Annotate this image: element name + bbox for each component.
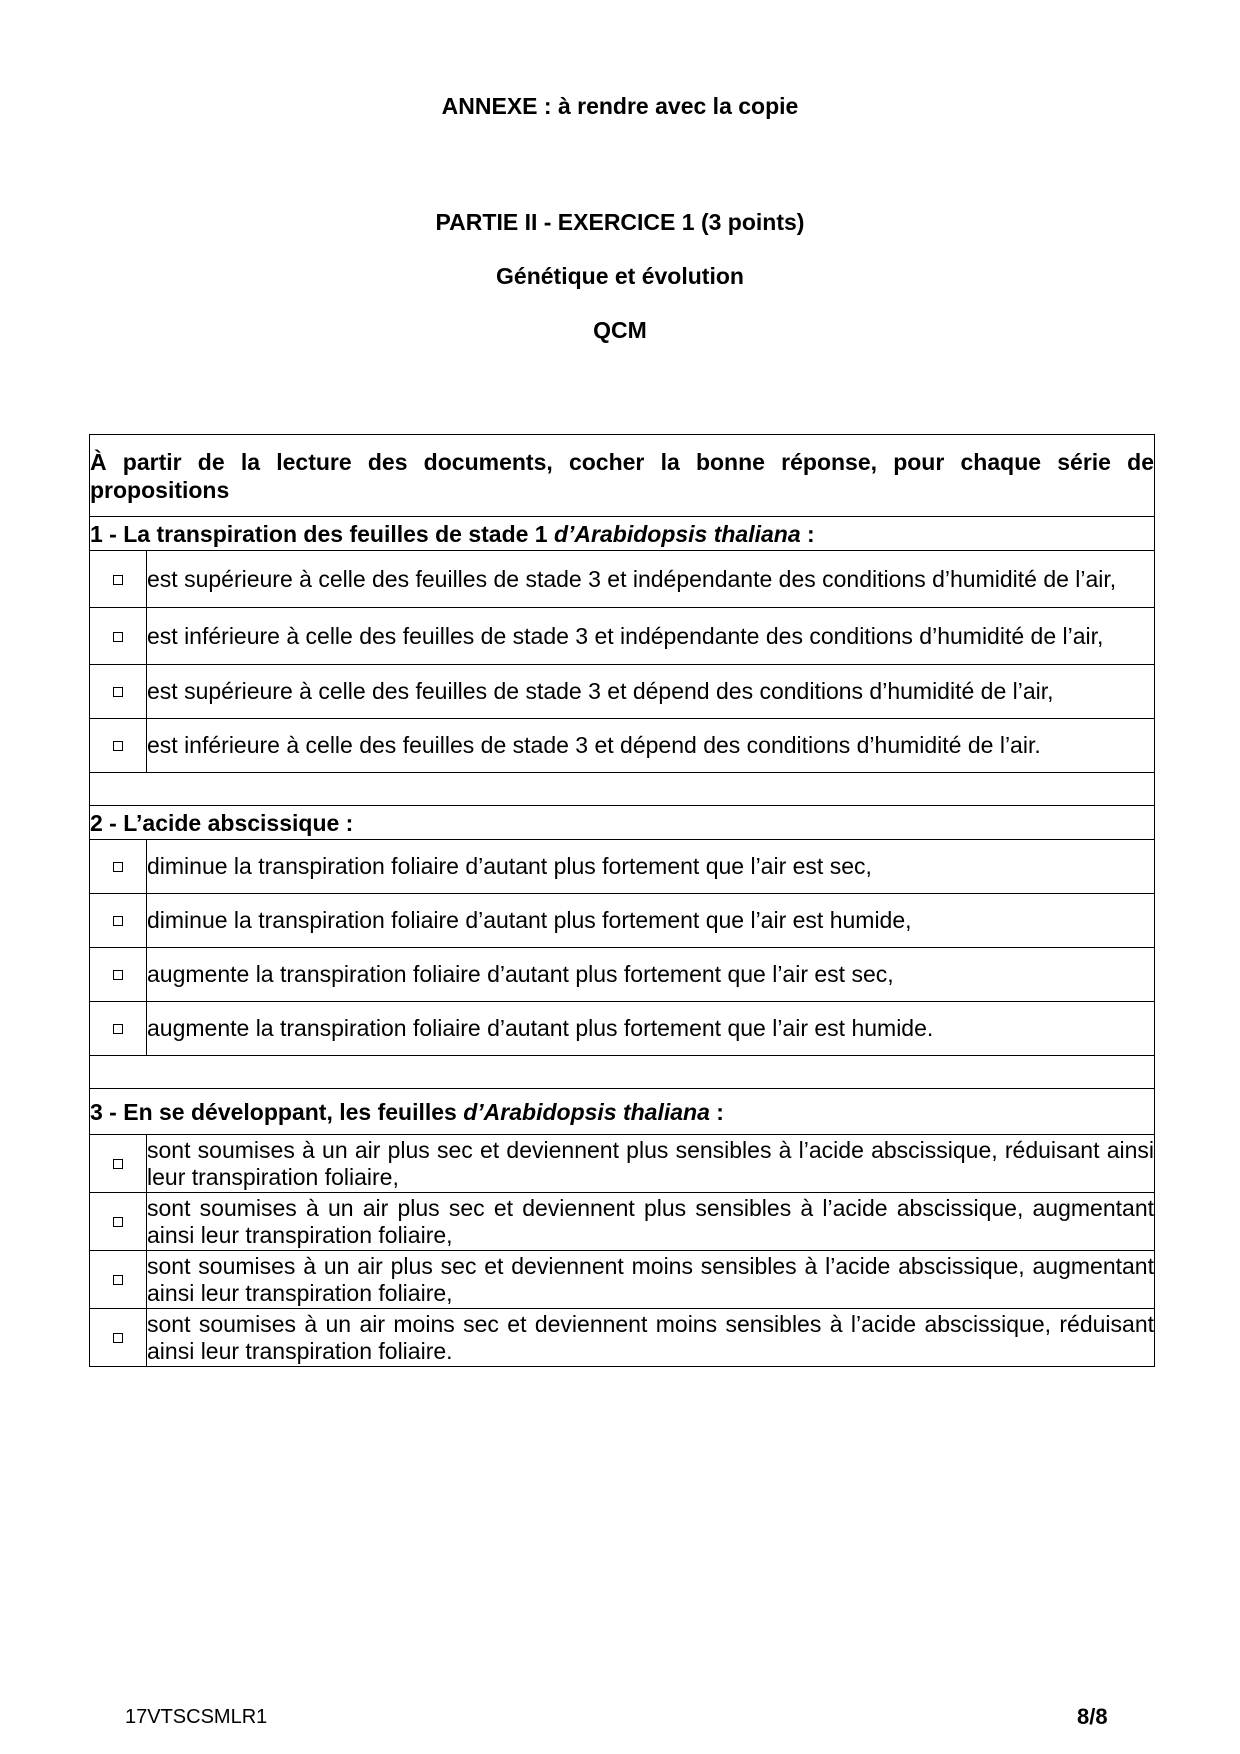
checkbox-q3-b[interactable]: [90, 1193, 147, 1251]
qcm-title: QCM: [593, 317, 647, 343]
checkbox-q1-c[interactable]: [90, 665, 147, 719]
checkbox-icon: [113, 970, 123, 980]
option-q2-b: diminue la transpiration foliaire d’autant plus fortement que l’air est humide,: [147, 894, 1155, 948]
checkbox-q3-d[interactable]: [90, 1309, 147, 1367]
page-number: 8/8: [1077, 1704, 1108, 1729]
option-q2-d: augmente la transpiration foliaire d’autant plus fortement que l’air est humide.: [147, 1002, 1155, 1056]
checkbox-q2-c[interactable]: [90, 948, 147, 1002]
checkbox-q1-a[interactable]: [90, 551, 147, 608]
option-q3-c: sont soumises à un air plus sec et deviennent moins sensibles à l’acide abscissique, augmentant ainsi leur transpiration foliaire,: [147, 1251, 1155, 1309]
checkbox-q1-d[interactable]: [90, 719, 147, 773]
option-q3-d: sont soumises à un air moins sec et deviennent moins sensibles à l’acide abscissique, réduisant ainsi leur transpiration foliaire.: [147, 1309, 1155, 1367]
exercise-title: PARTIE II - EXERCICE 1 (3 points): [435, 209, 805, 235]
checkbox-icon: [113, 1024, 123, 1034]
instructions: À partir de la lecture des documents, cocher la bonne réponse, pour chaque série de propositions: [90, 435, 1155, 517]
checkbox-icon: [113, 632, 123, 642]
option-q2-c: augmente la transpiration foliaire d’autant plus fortement que l’air est sec,: [147, 948, 1155, 1002]
theme-title: Génétique et évolution: [496, 263, 744, 289]
checkbox-q2-d[interactable]: [90, 1002, 147, 1056]
footer-code: 17VTSCSMLR1: [125, 1706, 268, 1728]
option-q1-d: est inférieure à celle des feuilles de stade 3 et dépend des conditions d’humidité de l’air.: [147, 719, 1155, 773]
annexe-title: ANNEXE : à rendre avec la copie: [441, 93, 799, 119]
checkbox-q3-c[interactable]: [90, 1251, 147, 1309]
checkbox-q2-a[interactable]: [90, 840, 147, 894]
checkbox-q2-b[interactable]: [90, 894, 147, 948]
checkbox-icon: [113, 1159, 123, 1169]
checkbox-q3-a[interactable]: [90, 1135, 147, 1193]
checkbox-icon: [113, 575, 123, 585]
question-2-heading: 2 - L’acide abscissique :: [90, 806, 1155, 840]
option-q3-a: sont soumises à un air plus sec et deviennent plus sensibles à l’acide abscissique, réduisant ainsi leur transpiration foliaire,: [147, 1135, 1155, 1193]
checkbox-icon: [113, 741, 123, 751]
spacer-row: [90, 773, 1155, 806]
checkbox-icon: [113, 862, 123, 872]
checkbox-icon: [113, 1217, 123, 1227]
option-q1-b: est inférieure à celle des feuilles de stade 3 et indépendante des conditions d’humidité de l’air,: [147, 608, 1155, 665]
option-q1-a: est supérieure à celle des feuilles de stade 3 et indépendante des conditions d’humidité de l’air,: [147, 551, 1155, 608]
checkbox-icon: [113, 1275, 123, 1285]
checkbox-icon: [113, 916, 123, 926]
option-q3-b: sont soumises à un air plus sec et deviennent plus sensibles à l’acide abscissique, augmentant ainsi leur transpiration foliaire,: [147, 1193, 1155, 1251]
spacer-row: [90, 1056, 1155, 1089]
checkbox-icon: [113, 687, 123, 697]
option-q2-a: diminue la transpiration foliaire d’autant plus fortement que l’air est sec,: [147, 840, 1155, 894]
checkbox-q1-b[interactable]: [90, 608, 147, 665]
checkbox-icon: [113, 1333, 123, 1343]
qcm-table: [89, 434, 1155, 1367]
option-q1-c: est supérieure à celle des feuilles de stade 3 et dépend des conditions d’humidité de l’air,: [147, 665, 1155, 719]
question-3-heading: 3 - En se développant, les feuilles d’Arabidopsis thaliana :: [90, 1089, 1155, 1135]
question-1-heading: 1 - La transpiration des feuilles de stade 1 d’Arabidopsis thaliana :: [90, 517, 1155, 551]
